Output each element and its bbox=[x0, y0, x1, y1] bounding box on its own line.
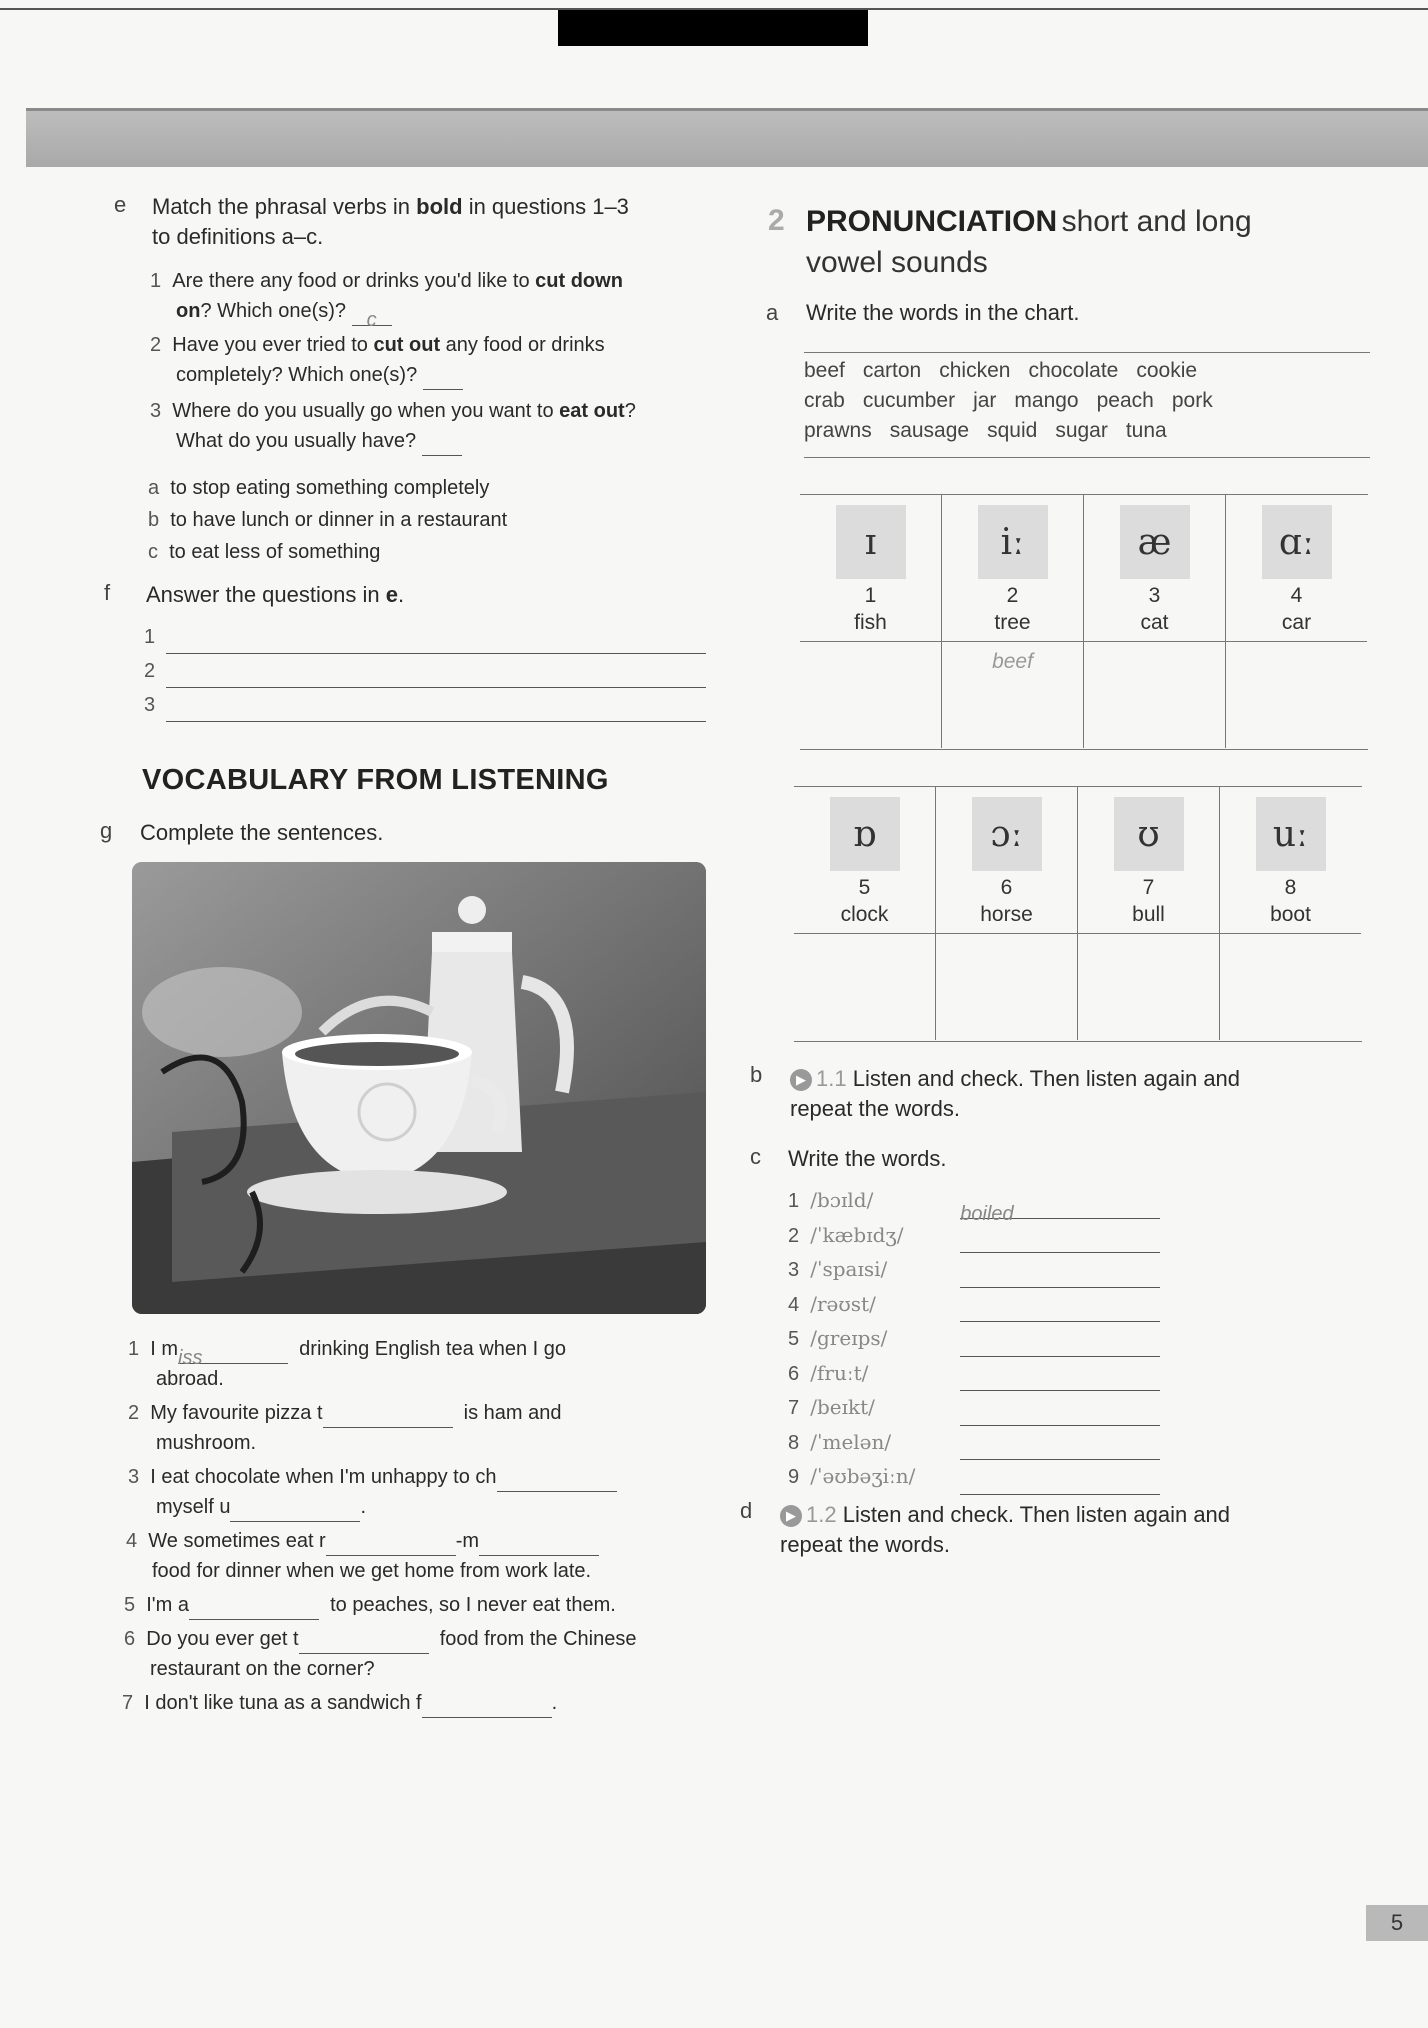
header-banner bbox=[26, 108, 1428, 167]
text: in questions 1–3 bbox=[462, 194, 629, 219]
text: is ham and bbox=[463, 1402, 562, 1424]
word: cookie bbox=[1136, 359, 1198, 382]
answer-line-1 bbox=[144, 620, 706, 654]
vowel-chart-1 bbox=[800, 494, 1368, 750]
answer-field[interactable] bbox=[960, 1301, 1160, 1322]
s7-field[interactable] bbox=[422, 1697, 552, 1718]
exercise-a-instruction: Write the words in the chart. bbox=[806, 300, 1080, 325]
ipa-text: /ˈəʊbəʒiːn/ bbox=[810, 1464, 916, 1488]
s-num: 6 bbox=[124, 1628, 136, 1650]
question-2 bbox=[150, 330, 710, 390]
q2-answer-field[interactable] bbox=[423, 369, 463, 390]
ipa-item bbox=[788, 1460, 1178, 1495]
text: Answer the questions in bbox=[146, 582, 386, 607]
exercise-b-instruction bbox=[790, 1064, 1350, 1124]
definition-b bbox=[148, 504, 507, 536]
section-number: 2 bbox=[768, 204, 785, 237]
word-box bbox=[804, 352, 1370, 458]
cell-num: 7 bbox=[1142, 876, 1155, 899]
word: tuna bbox=[1125, 419, 1167, 442]
cell-num: 5 bbox=[858, 876, 871, 899]
answer-lines bbox=[144, 620, 706, 722]
word-row-3 bbox=[804, 419, 1185, 443]
text: food for dinner when we get home from work late. bbox=[152, 1560, 592, 1582]
vowel-chart-2 bbox=[794, 786, 1362, 1042]
definition-c bbox=[148, 536, 507, 568]
chart-cell-horse bbox=[936, 787, 1078, 934]
def-text: to stop eating something completely bbox=[170, 477, 490, 499]
chart-cell-bull bbox=[1078, 787, 1220, 934]
s3-field-a[interactable] bbox=[497, 1471, 617, 1492]
word: mango bbox=[1014, 389, 1079, 412]
bold-text: cut out bbox=[373, 334, 441, 356]
text: -m bbox=[455, 1530, 480, 1552]
text: any food or drinks bbox=[440, 334, 605, 356]
text: Have you ever tried to bbox=[172, 334, 374, 356]
cell-num: 6 bbox=[1000, 876, 1013, 899]
def-text: to eat less of something bbox=[169, 541, 381, 563]
ipa-item bbox=[788, 1288, 1178, 1323]
cell-word: car bbox=[1281, 611, 1312, 634]
text: ? Which one(s)? bbox=[200, 300, 347, 322]
clock-icon: ɒ bbox=[830, 797, 900, 871]
s-num: 1 bbox=[128, 1338, 140, 1360]
word: chocolate bbox=[1028, 359, 1119, 382]
item-num: 3 bbox=[788, 1259, 800, 1281]
answer-field[interactable] bbox=[960, 1474, 1160, 1495]
audio-icon[interactable]: ▶ bbox=[790, 1069, 812, 1091]
chart-cell-cat bbox=[1084, 495, 1226, 642]
s4-field-a[interactable] bbox=[326, 1535, 456, 1556]
chart-fill-car[interactable] bbox=[1226, 642, 1368, 749]
bold-text: cut down bbox=[535, 270, 623, 292]
s-num: 2 bbox=[128, 1402, 140, 1424]
answer-field[interactable] bbox=[960, 1439, 1160, 1460]
definition-a bbox=[148, 472, 507, 504]
cell-word: bull bbox=[1132, 903, 1165, 926]
teapot-photo bbox=[132, 862, 706, 1314]
chart-cell-car bbox=[1226, 495, 1368, 642]
bull-icon: ʊ bbox=[1114, 797, 1184, 871]
bold-text: e bbox=[385, 582, 398, 607]
text: ? bbox=[624, 400, 636, 422]
handwritten-answer: beef bbox=[992, 650, 1033, 673]
word: carton bbox=[862, 359, 922, 382]
ipa-item bbox=[788, 1357, 1178, 1392]
word: prawns bbox=[804, 419, 872, 442]
text: repeat the words. bbox=[780, 1532, 950, 1557]
answer-field[interactable] bbox=[960, 1232, 1160, 1253]
chart-fill-fish[interactable] bbox=[800, 642, 942, 749]
sentence-2 bbox=[128, 1398, 718, 1458]
ipa-item bbox=[788, 1219, 1178, 1254]
s-num: 3 bbox=[128, 1466, 140, 1488]
def-letter: b bbox=[148, 509, 160, 531]
subtitle: vowel sounds bbox=[806, 246, 988, 279]
chart-cell-tree bbox=[942, 495, 1084, 642]
cell-word: fish bbox=[854, 611, 887, 634]
word: peach bbox=[1096, 389, 1154, 412]
ipa-text: /rəʊst/ bbox=[810, 1291, 876, 1316]
answer-field-3[interactable] bbox=[166, 701, 706, 722]
word: crab bbox=[804, 389, 845, 412]
ipa-text: /ˈspaɪsi/ bbox=[810, 1257, 888, 1281]
text: restaurant on the corner? bbox=[150, 1658, 375, 1680]
exercise-g-letter: g bbox=[100, 818, 113, 843]
s-num: 4 bbox=[126, 1530, 138, 1552]
ipa-list bbox=[788, 1184, 1178, 1495]
word-row-1 bbox=[804, 359, 1215, 383]
text: I'm a bbox=[146, 1594, 189, 1616]
cell-num: 2 bbox=[1006, 584, 1019, 607]
exercise-c-instruction: Write the words. bbox=[788, 1146, 947, 1171]
item-num: 1 bbox=[788, 1190, 800, 1212]
text: Are there any food or drinks you'd like to bbox=[172, 270, 536, 292]
sentence-4 bbox=[126, 1526, 746, 1586]
exercise-d-letter: d bbox=[740, 1498, 753, 1523]
track-number: 1.2 bbox=[806, 1502, 837, 1527]
s2-field[interactable] bbox=[323, 1407, 453, 1428]
chart-fill-bull[interactable] bbox=[1078, 934, 1220, 1041]
text: . bbox=[360, 1496, 367, 1518]
s-num: 7 bbox=[122, 1692, 134, 1714]
cell-num: 4 bbox=[1290, 584, 1303, 607]
word: jar bbox=[973, 389, 997, 412]
item-num: 2 bbox=[788, 1224, 800, 1247]
exercise-a-letter: a bbox=[766, 300, 779, 325]
word: sugar bbox=[1055, 419, 1108, 442]
exercise-e-instruction bbox=[152, 192, 712, 252]
text: drinking English tea when I go bbox=[299, 1338, 566, 1360]
s-num: 5 bbox=[124, 1594, 136, 1616]
text: Listen and check. Then listen again and bbox=[852, 1066, 1241, 1091]
word: chicken bbox=[939, 359, 1011, 382]
text: mushroom. bbox=[156, 1432, 257, 1454]
answer-field-1[interactable] bbox=[166, 633, 706, 654]
item-num: 6 bbox=[788, 1362, 800, 1385]
exercise-e-letter: e bbox=[114, 192, 127, 217]
text: abroad. bbox=[156, 1368, 224, 1390]
cell-word: tree bbox=[994, 611, 1031, 634]
chart-fill-horse[interactable] bbox=[936, 934, 1078, 1041]
text: My favourite pizza t bbox=[150, 1402, 323, 1424]
s3-field-b[interactable] bbox=[230, 1501, 360, 1522]
ipa-item bbox=[788, 1253, 1178, 1288]
question-3 bbox=[150, 396, 710, 456]
bold-text: on bbox=[176, 300, 201, 322]
def-text: to have lunch or dinner in a restaurant bbox=[170, 509, 508, 531]
answer-field[interactable] bbox=[960, 1405, 1160, 1426]
sentence-1 bbox=[128, 1334, 718, 1394]
page-number: 5 bbox=[1366, 1905, 1428, 1941]
chart-cell-clock bbox=[794, 787, 936, 934]
word: cucumber bbox=[862, 389, 956, 412]
question-1 bbox=[150, 266, 710, 331]
text: . bbox=[397, 582, 405, 607]
ipa-item bbox=[788, 1184, 1178, 1225]
q1-answer-field[interactable]: c bbox=[352, 305, 392, 326]
text: Match the phrasal verbs in bbox=[152, 194, 417, 219]
item-num: 9 bbox=[788, 1466, 800, 1488]
ipa-item bbox=[788, 1426, 1178, 1461]
top-rule bbox=[0, 0, 1428, 10]
q-num: 2 bbox=[150, 334, 162, 356]
chart-fill-boot[interactable] bbox=[1220, 934, 1362, 1041]
line-num: 3 bbox=[144, 694, 156, 716]
text: to definitions a–c. bbox=[152, 224, 324, 249]
ipa-text: /beɪkt/ bbox=[810, 1395, 875, 1419]
ipa-item bbox=[788, 1322, 1178, 1357]
sentence-3 bbox=[128, 1462, 728, 1522]
word: beef bbox=[804, 359, 845, 382]
bold-text: bold bbox=[416, 194, 463, 219]
answer-line-2 bbox=[144, 654, 706, 688]
s5-field[interactable] bbox=[189, 1599, 319, 1620]
text: What do you usually have? bbox=[176, 430, 417, 452]
text: We sometimes eat r bbox=[148, 1530, 326, 1552]
chart-fill-clock[interactable] bbox=[794, 934, 936, 1041]
line-num: 2 bbox=[144, 660, 156, 682]
answer-field[interactable] bbox=[960, 1267, 1160, 1288]
q-num: 3 bbox=[150, 400, 162, 422]
ipa-text: /ˈkæbɪdʒ/ bbox=[810, 1222, 904, 1247]
cell-num: 1 bbox=[864, 584, 877, 607]
q-num: 1 bbox=[150, 270, 162, 292]
track-number: 1.1 bbox=[816, 1066, 847, 1091]
item-num: 4 bbox=[788, 1293, 800, 1316]
ipa-text: /ˈmelən/ bbox=[810, 1429, 892, 1454]
text: I don't like tuna as a sandwich f bbox=[144, 1692, 422, 1714]
definitions-list bbox=[148, 472, 507, 568]
pronunciation-title bbox=[806, 204, 1252, 286]
exercise-f-instruction bbox=[146, 582, 404, 608]
chart-fill-tree[interactable] bbox=[942, 642, 1084, 749]
item-num: 8 bbox=[788, 1431, 800, 1454]
bold-text: eat out bbox=[559, 400, 625, 422]
def-letter: a bbox=[148, 477, 160, 499]
s1-field[interactable]: iss bbox=[178, 1343, 288, 1364]
text: repeat the words. bbox=[790, 1096, 960, 1121]
text: completely? Which one(s)? bbox=[176, 364, 418, 386]
ipa-text: /fruːt/ bbox=[810, 1360, 869, 1385]
answer-field[interactable] bbox=[960, 1336, 1160, 1357]
text: Do you ever get t bbox=[146, 1628, 299, 1650]
cell-word: clock bbox=[840, 903, 889, 926]
exercise-c-letter: c bbox=[750, 1144, 761, 1169]
answer-field[interactable] bbox=[960, 1370, 1160, 1391]
s4-field-b[interactable] bbox=[479, 1535, 599, 1556]
word: pork bbox=[1171, 389, 1213, 412]
title-bold: PRONUNCIATION bbox=[806, 205, 1058, 238]
sentence-6 bbox=[124, 1624, 744, 1684]
chart-cell-boot bbox=[1220, 787, 1362, 934]
item-num: 7 bbox=[788, 1397, 800, 1419]
exercise-f-letter: f bbox=[104, 580, 111, 605]
text: I eat chocolate when I'm unhappy to ch bbox=[150, 1466, 497, 1488]
text: . bbox=[551, 1692, 558, 1714]
cat-icon: æ bbox=[1120, 505, 1190, 579]
answer-field[interactable]: boiled bbox=[960, 1198, 1160, 1219]
exercise-g-instruction: Complete the sentences. bbox=[140, 820, 384, 845]
horse-icon: ɔː bbox=[972, 797, 1042, 871]
exercise-d-instruction bbox=[780, 1500, 1340, 1560]
word-row-2 bbox=[804, 389, 1231, 413]
chart-fill-cat[interactable] bbox=[1084, 642, 1226, 749]
cell-num: 3 bbox=[1148, 584, 1161, 607]
text: Where do you usually go when you want to bbox=[172, 400, 560, 422]
sentence-7 bbox=[122, 1688, 742, 1718]
answer-field-2[interactable] bbox=[166, 667, 706, 688]
cell-word: boot bbox=[1270, 903, 1311, 926]
cell-word: cat bbox=[1140, 611, 1169, 634]
tree-icon: iː bbox=[978, 505, 1048, 579]
cell-num: 8 bbox=[1284, 876, 1297, 899]
cell-word: horse bbox=[980, 903, 1033, 926]
vocab-heading: VOCABULARY FROM LISTENING bbox=[142, 764, 609, 796]
word: squid bbox=[987, 419, 1038, 442]
exercise-b-letter: b bbox=[750, 1062, 763, 1087]
ipa-text: /greɪps/ bbox=[810, 1326, 888, 1350]
def-letter: c bbox=[148, 541, 158, 563]
chart-cell-fish bbox=[800, 495, 942, 642]
text: Listen and check. Then listen again and bbox=[842, 1502, 1231, 1527]
word: sausage bbox=[889, 419, 970, 442]
item-num: 5 bbox=[788, 1328, 800, 1350]
redacted-header bbox=[558, 10, 868, 46]
subtitle: short and long bbox=[1061, 205, 1252, 238]
text: to peaches, so I never eat them. bbox=[330, 1594, 616, 1616]
text: food from the Chinese bbox=[439, 1628, 637, 1650]
text: myself u bbox=[156, 1496, 231, 1518]
q3-answer-field[interactable] bbox=[422, 435, 462, 456]
answer-line-3 bbox=[144, 688, 706, 722]
ipa-item bbox=[788, 1391, 1178, 1426]
sentence-5 bbox=[124, 1590, 744, 1620]
ipa-text: /bɔɪld/ bbox=[810, 1188, 874, 1212]
text: I m bbox=[150, 1338, 179, 1360]
car-icon: ɑː bbox=[1262, 505, 1332, 579]
s6-field[interactable] bbox=[299, 1633, 429, 1654]
fish-icon: ɪ bbox=[836, 505, 906, 579]
audio-icon[interactable]: ▶ bbox=[780, 1505, 802, 1527]
boot-icon: uː bbox=[1256, 797, 1326, 871]
line-num: 1 bbox=[144, 626, 156, 648]
